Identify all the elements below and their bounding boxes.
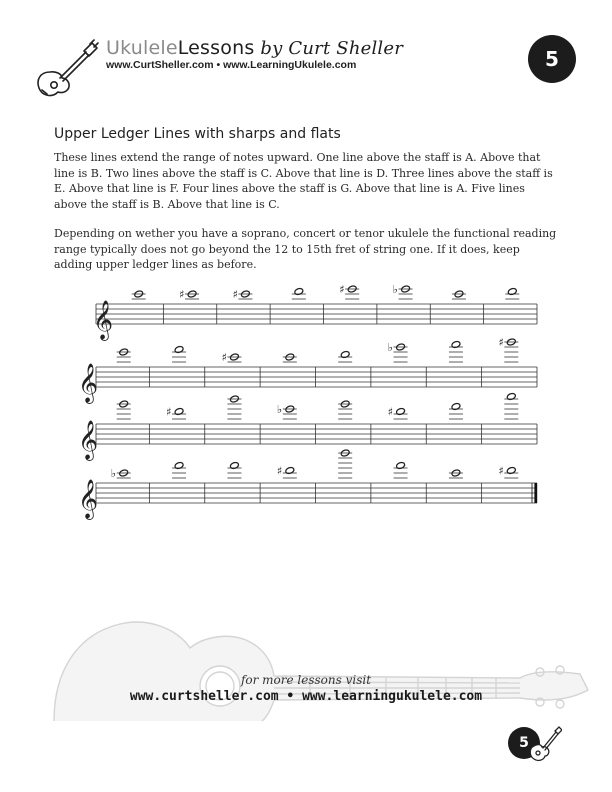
footer-sites: www.curtsheller.com • www.learningukulele.com: [129, 689, 483, 704]
footer-page-badge: 5: [508, 727, 540, 759]
sharp-icon: ♯: [498, 464, 504, 478]
ukulele-badge-icon: [528, 724, 562, 764]
sharp-icon: ♯: [179, 288, 185, 301]
sharp-icon: ♯: [232, 288, 238, 301]
brand-author: by Curt Sheller: [254, 38, 404, 59]
treble-clef-icon: 𝄞: [78, 479, 99, 519]
treble-clef-icon: 𝄞: [78, 363, 99, 403]
treble-clef-icon: 𝄞: [93, 300, 114, 340]
paragraph-range: Depending on wether you have a soprano, concert or tenor ukulele the functional reading range typically does not go beyond the 12 to 15th fret of string one. If it does, keep adding upper ledger lines as before.: [54, 227, 557, 271]
treble-clef-icon: 𝄞: [78, 420, 99, 460]
footer-note: for more lessons visit: [240, 673, 372, 687]
brand-ukulele: Ukulele: [106, 37, 178, 59]
flat-icon: ♭: [392, 283, 398, 296]
brand-lessons: Lessons: [177, 37, 255, 59]
header-sites: www.CurtSheller.com • www.LearningUkulele.com: [106, 59, 357, 71]
flat-icon: ♭: [387, 341, 393, 354]
sharp-icon: ♯: [498, 336, 504, 349]
sharp-icon: ♯: [166, 405, 172, 419]
flat-icon: ♭: [110, 467, 116, 480]
page-number-badge: 5: [528, 35, 576, 83]
paragraph-ledger-lines: These lines extend the range of notes upward. One line above the staff is A. Above that line is B. Two lines above the staff is C. Above that line is D. Three lines above the staff is E. Above that line is F. Four lines above the staff is G. Above that line is A. Five lines above the staff is B. Above that line is C.: [54, 151, 553, 211]
sharp-icon: ♯: [276, 464, 283, 478]
flat-icon: ♭: [276, 403, 283, 416]
sharp-icon: ♯: [387, 405, 393, 419]
section-title: Upper Ledger Lines with sharps and flats: [54, 126, 341, 142]
sharp-icon: ♯: [221, 351, 227, 364]
sharp-icon: ♯: [339, 283, 345, 296]
